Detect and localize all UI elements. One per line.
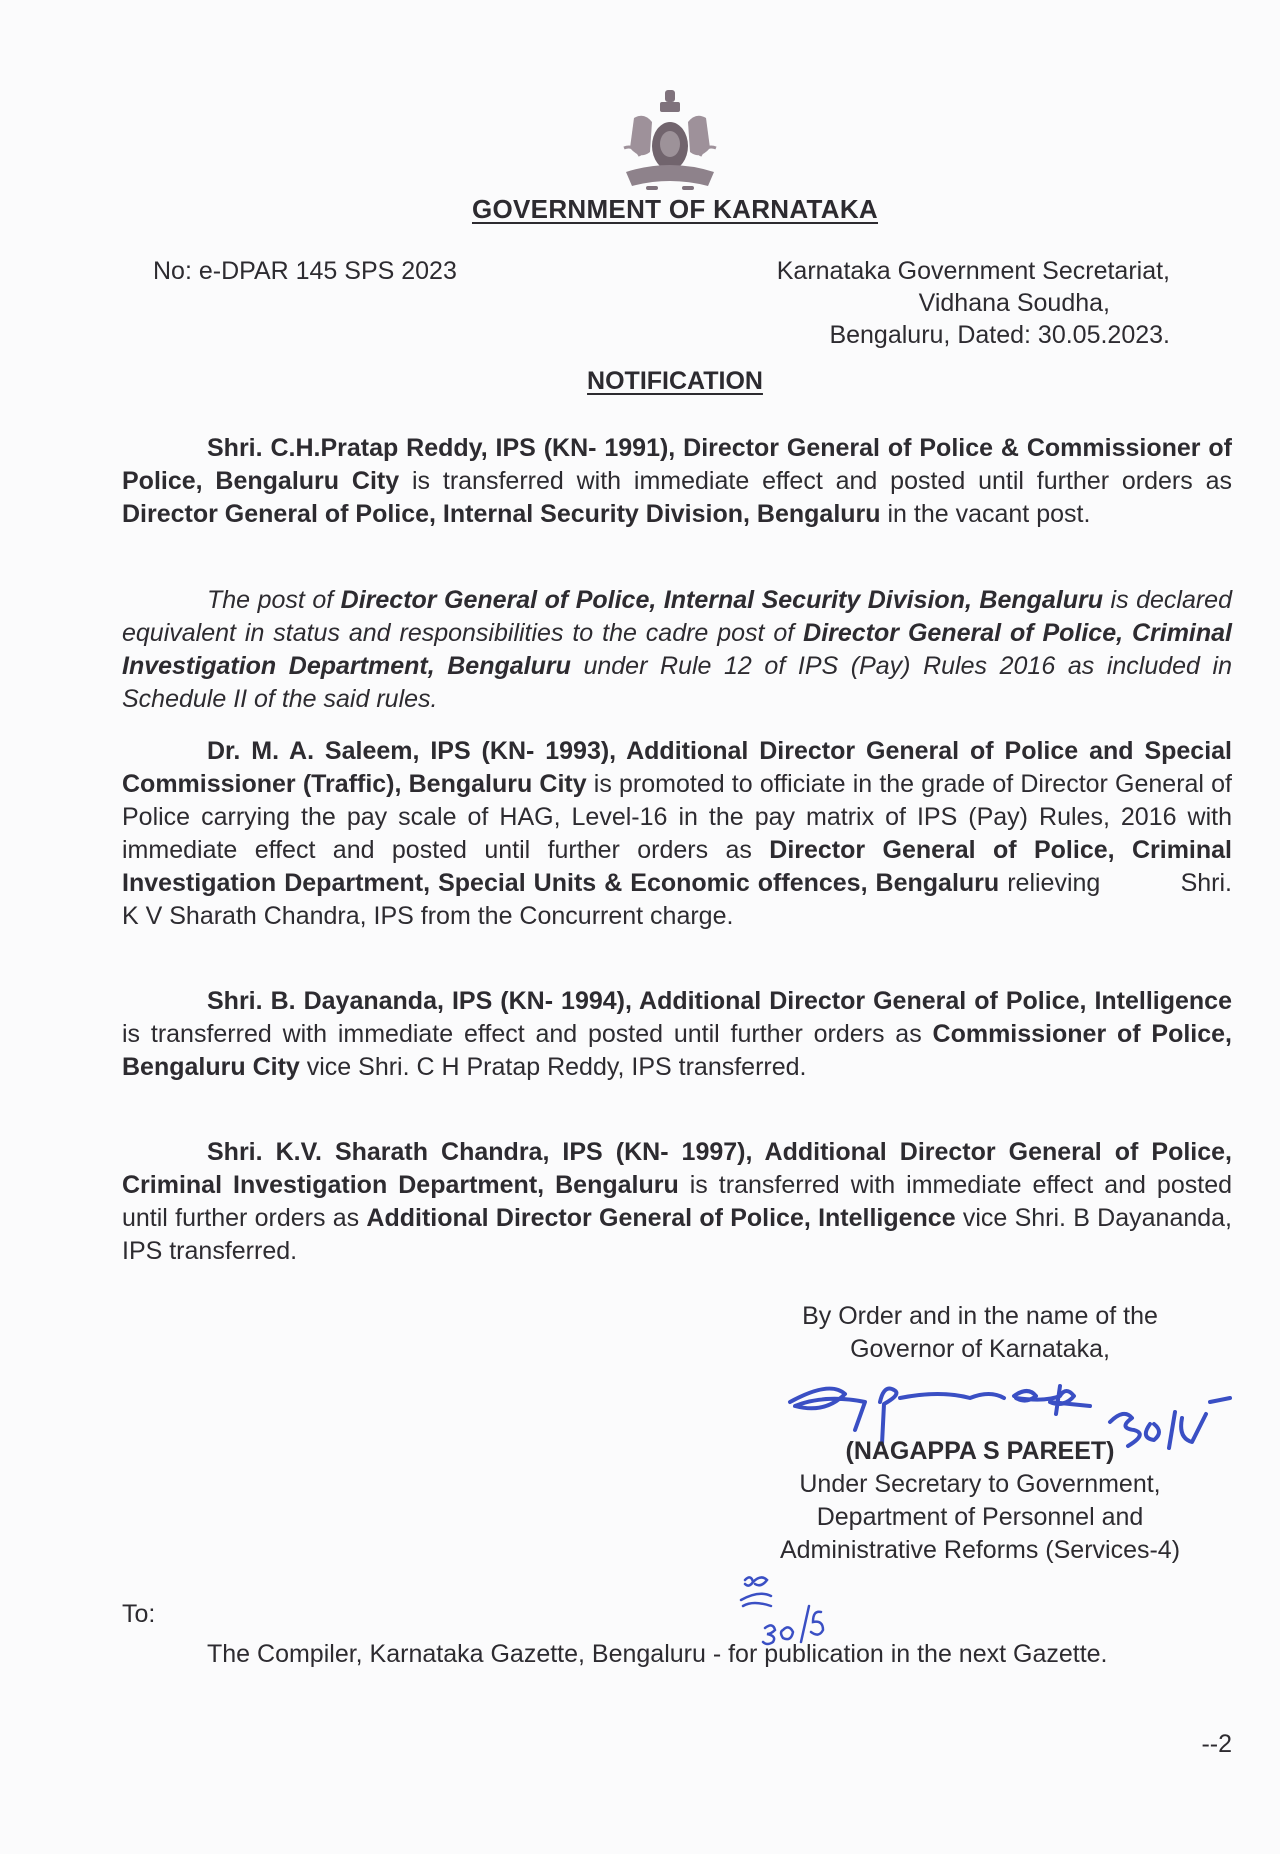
bold-run: Dr. M. A. Saleem, IPS (KN- 1993), Additional Director General of Police and Special Commissioner (Traffic), Bengaluru City — [122, 737, 1232, 798]
paragraph-post-equivalence — [122, 584, 1232, 716]
bold-run: Director General of Police, Internal Security Division, Bengaluru — [122, 500, 881, 528]
address-date-line: Bengaluru, Dated: 30.05.2023. — [829, 321, 1170, 349]
notification-heading: NOTIFICATION — [587, 367, 763, 395]
paragraph-pratap-reddy — [122, 432, 1232, 531]
recipient-line: The Compiler, Karnataka Gazette, Bengaluru - for publication in the next Gazette. — [207, 1640, 1108, 1668]
bold-run: Commissioner of Police, Bengaluru City — [122, 1020, 1232, 1081]
state-emblem-icon — [612, 88, 728, 198]
bold-run: Shri. B. Dayananda, IPS (KN- 1994), Additional Director General of Police, Intelligence — [207, 987, 1232, 1015]
bold-run: Shri. C.H.Pratap Reddy, IPS (KN- 1991), Director General of Police & Commissioner of Police, Bengaluru City — [122, 434, 1232, 495]
to-label: To: — [122, 1600, 156, 1628]
designation-line: Under Secretary to Government, — [799, 1470, 1161, 1498]
text-run: is transferred with immediate effect and posted until further orders as — [399, 467, 1232, 495]
text-run: in the vacant post. — [880, 500, 1091, 528]
bold-run: Director General of Police, Criminal Investigation Department, Bengaluru — [122, 619, 1232, 680]
order-line: By Order and in the name of the — [802, 1302, 1158, 1330]
document-title: GOVERNMENT OF KARNATAKA — [471, 194, 879, 224]
paragraph-saleem — [122, 735, 1232, 933]
paragraph-sharath-chandra — [122, 1136, 1232, 1268]
text-run: vice Shri. C H Pratap Reddy, IPS transferred. — [299, 1053, 807, 1081]
designation-line: Department of Personnel and — [816, 1503, 1144, 1531]
issuing-address — [700, 255, 1170, 351]
bold-run: Shri. K.V. Sharath Chandra, IPS (KN- 1997), Additional Director General of Police, Criminal Investigation Department, Bengaluru — [122, 1138, 1232, 1199]
bold-run: Additional Director General of Police, Intelligence — [366, 1204, 956, 1232]
officer-name: (NAGAPPA S PAREET) — [845, 1437, 1115, 1465]
reference-number: No: e-DPAR 145 SPS 2023 — [153, 257, 457, 285]
bold-run: Director General of Police, Criminal Investigation Department, Special Units & Economic offences, Bengaluru — [122, 836, 1232, 897]
text-run: relieving Shri. K V Sharath Chandra, IPS from the Concurrent charge. — [122, 869, 1232, 930]
page-continuation-marker: --2 — [1201, 1730, 1232, 1758]
signing-officer — [710, 1435, 1250, 1567]
text-run: vice Shri. B Dayananda, IPS transferred. — [122, 1204, 1233, 1265]
designation-line: Administrative Reforms (Services-4) — [779, 1536, 1181, 1564]
text-run: under Rule 12 of IPS (Pay) Rules 2016 as included in Schedule II of the said rules. — [122, 652, 1233, 713]
text-run: is transferred with immediate effect and posted until further orders as — [122, 1020, 933, 1048]
bold-run: Director General of Police, Internal Security Division, Bengaluru — [340, 586, 1104, 614]
text-run: The post of — [207, 586, 341, 614]
text-run: is declared equivalent in status and responsibilities to the cadre post of — [122, 586, 1232, 647]
order-authority — [710, 1300, 1250, 1366]
address-line: Vidhana Soudha, — [918, 289, 1110, 317]
order-line: Governor of Karnataka, — [850, 1335, 1110, 1363]
paragraph-dayananda — [122, 985, 1232, 1084]
text-run: is promoted to officiate in the grade of Director General of Police carrying the pay scale of HAG, Level-16 in the pay matrix of IPS (Pay) Rules, 2016 with immediate effect and posted until further orders as — [122, 770, 1233, 864]
text-run: is transferred with immediate effect and posted until further orders as — [122, 1171, 1232, 1232]
address-line: Karnataka Government Secretariat, — [776, 257, 1170, 285]
